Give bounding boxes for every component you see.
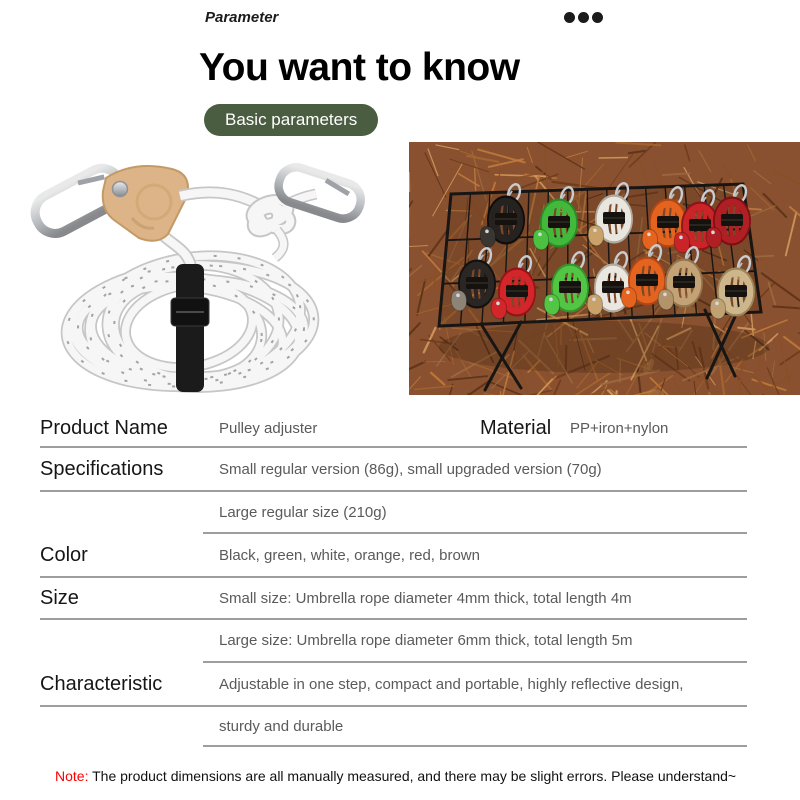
spec-row-color: [40, 534, 747, 578]
spec-value-text: Large regular size (210g): [219, 503, 387, 521]
spec-row-size-2: [40, 620, 747, 663]
spec-value-text: Large size: Umbrella rope diameter 6mm thick, total length 5m: [219, 632, 633, 649]
dot-icon: [564, 12, 575, 23]
spec-label: [40, 492, 203, 534]
strap: [171, 264, 209, 392]
three-dots-icon: [564, 12, 603, 23]
spec-label: Characteristic: [40, 672, 163, 695]
spec-label: Size: [40, 586, 79, 609]
spec-row-specifications: [40, 448, 747, 492]
spec-value-text: Small size: Umbrella rope diameter 4mm thick, total length 4m: [219, 589, 632, 607]
eyebrow-text: Parameter: [205, 9, 279, 26]
spec-value-text: sturdy and durable: [219, 717, 344, 735]
note-label: Note:: [55, 768, 89, 784]
spec-label: [40, 707, 203, 747]
dot-icon: [578, 12, 589, 23]
spec-value: [203, 410, 747, 446]
scene-photo-svg: [409, 142, 800, 395]
page-title: You want to know: [199, 46, 520, 89]
pulley-housing: [103, 166, 188, 241]
spec-value-text: Small regular version (86g), small upgraded version (70g): [219, 460, 602, 478]
dot-icon: [592, 12, 603, 23]
spec-label: Color: [40, 543, 88, 566]
spec-label: Product Name: [40, 416, 168, 439]
spec-row-size: [40, 578, 747, 620]
spec-table: [40, 410, 747, 747]
spec-value-text: Adjustable in one step, compact and portable, highly reflective design,: [219, 675, 684, 693]
spec-value-text: Black, green, white, orange, red, brown: [219, 546, 480, 564]
spec-row-specifications-2: [40, 492, 747, 534]
spec-value-material: PP+iron+nylon: [570, 419, 669, 437]
spec-row-characteristic-2: [40, 707, 747, 747]
spec-row-product-name: [40, 410, 747, 448]
note-text: [55, 768, 736, 784]
spec-label: Specifications: [40, 457, 164, 480]
spec-row-characteristic: [40, 663, 747, 707]
product-photo-svg: [15, 150, 390, 406]
spec-label-material: Material: [480, 416, 552, 439]
spec-label: [40, 620, 203, 663]
basic-parameters-badge: Basic parameters: [204, 104, 378, 136]
product-photo: [15, 150, 390, 406]
note-body: The product dimensions are all manually measured, and there may be slight errors. Please understand~: [88, 768, 737, 784]
spec-value-text: Pulley adjuster: [219, 419, 318, 437]
scene-photo: [409, 142, 800, 395]
